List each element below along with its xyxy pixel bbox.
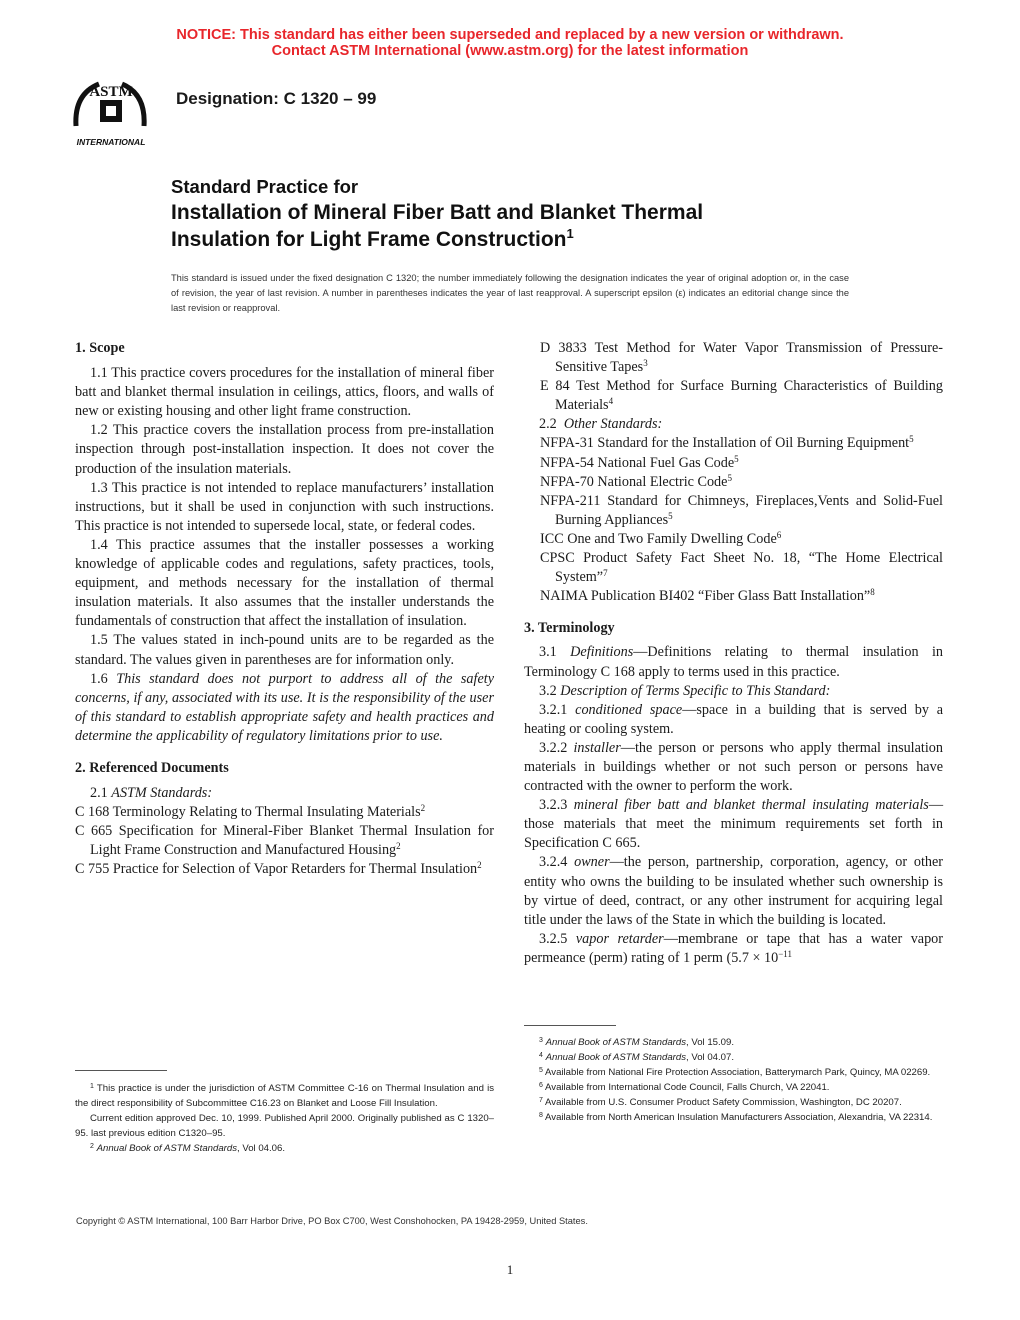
footnote-8: $^8$ Available from North American Insulation Manufacturers Association, Alexandria, VA 22314. bbox=[539, 1112, 933, 1123]
paragraph-1-1: 1.1 This practice covers procedures for the installation of mineral fiber batt and blanket thermal insulation in ceilings, attics, floors, and walls of new or existing housing and other light frame construction. bbox=[75, 365, 494, 420]
reference-nfpa211: NFPA-211 Standard for Chimneys, Fireplaces,Vents and Solid-Fuel Burning Appliances$^5$ bbox=[540, 492, 943, 528]
issued-note: This standard is issued under the fixed designation C 1320; the number immediately following the designation indicates the year of original adoption or, in the case of revision, the year of last revision. A number in parentheses indicates the year of last reapproval. A superscript epsilon (ε) indicates an editorial change since the last revision or reapproval. bbox=[171, 273, 849, 313]
footnote-5: $^5$ Available from National Fire Protection Association, Batterymarch Park, Quincy, MA 02269. bbox=[539, 1067, 931, 1078]
left-column bbox=[75, 339, 494, 880]
section-heading-scope: 1. Scope bbox=[75, 340, 125, 356]
reference-cpsc: CPSC Product Safety Fact Sheet No. 18, “The Home Electrical System”$^7$ bbox=[540, 550, 943, 586]
section-heading-referenced-documents: 2. Referenced Documents bbox=[75, 759, 229, 776]
section-heading-terminology: 3. Terminology bbox=[524, 620, 615, 637]
subsection-2-2: 2.2 Other Standards: bbox=[539, 416, 663, 433]
designation: Designation: C 1320 – 99 bbox=[176, 89, 377, 108]
footnote-divider-left bbox=[75, 1070, 167, 1071]
notice-line-1: NOTICE: This standard has either been superseded and replaced by a new version or withdrawn. bbox=[176, 27, 844, 43]
definition-3-2-2: 3.2.2 installer—the person or persons who apply thermal insulation materials in buildings whether or not such person or persons have contracted with the owner to perform the work. bbox=[524, 739, 943, 795]
title-line-2: Installation of Mineral Fiber Batt and Blanket Thermal bbox=[171, 201, 704, 224]
definition-3-2: 3.2 Description of Terms Specific to This Standard: bbox=[539, 682, 831, 699]
reference-c755: C 755 Practice for Selection of Vapor Retarders for Thermal Insulation$^2$ bbox=[75, 860, 482, 878]
page-number: 1 bbox=[506, 1262, 514, 1277]
definition-3-2-1: 3.2.1 conditioned space—space in a building that is served by a heating or cooling system. bbox=[524, 701, 943, 737]
footnote-7: $^7$ Available from U.S. Consumer Product Safety Commission, Washington, DC 20207. bbox=[539, 1097, 902, 1108]
right-column bbox=[524, 339, 943, 968]
reference-icc: ICC One and Two Family Dwelling Code$^6$ bbox=[540, 529, 782, 547]
footnote-4: $^4$ Annual Book of ASTM Standards, Vol 04.07. bbox=[539, 1052, 735, 1063]
reference-d3833: D 3833 Test Method for Water Vapor Transmission of Pressure-Sensitive Tapes$^3$ bbox=[540, 340, 943, 376]
footnote-3: $^3$ Annual Book of ASTM Standards, Vol 15.09. bbox=[539, 1037, 735, 1048]
reference-c665: C 665 Specification for Mineral-Fiber Blanket Thermal Insulation for Light Frame Construction and Manufactured Housing$^2$ bbox=[75, 823, 494, 859]
title-line-1: Standard Practice for bbox=[171, 176, 359, 197]
paragraph-1-2: 1.2 This practice covers the installation process from pre-installation inspection through post-installation inspection. It does not cover the production of the insulation materials. bbox=[75, 422, 494, 477]
footnotes-right bbox=[524, 1035, 943, 1125]
footnote-divider-right bbox=[524, 1025, 616, 1026]
footnote-6: $^6$ Available from International Code Council, Falls Church, VA 22041. bbox=[539, 1082, 830, 1093]
reference-e84: E 84 Test Method for Surface Burning Characteristics of Building Materials$^4$ bbox=[540, 378, 943, 414]
definition-3-2-3: 3.2.3 mineral fiber batt and blanket thermal insulating materials—those materials that meet the minimum requirements set forth in Specification C 665. bbox=[524, 797, 943, 852]
reference-c168: C 168 Terminology Relating to Thermal Insulating Materials$^2$ bbox=[75, 803, 426, 821]
astm-logo-icon bbox=[64, 74, 164, 148]
reference-nfpa70: NFPA-70 National Electric Code$^5$ bbox=[540, 472, 732, 490]
reference-naima: NAIMA Publication BI402 “Fiber Glass Batt Installation”$^8$ bbox=[540, 587, 875, 605]
footnote-2: $^2$ Annual Book of ASTM Standards, Vol 04.06. bbox=[90, 1143, 286, 1154]
copyright-line: Copyright © ASTM International, 100 Barr Harbor Drive, PO Box C700, West Conshohocken, PA 19428-2959, United States. bbox=[76, 1216, 588, 1226]
logo-subtext: INTERNATIONAL bbox=[76, 137, 146, 147]
paragraph-1-3: 1.3 This practice is not intended to replace manufacturers’ installation instructions, but it shall be used in conjunction with such instructions. This practice is not intended to supersede local, state, or federal codes. bbox=[75, 479, 494, 534]
title-footnote-mark: 1 bbox=[566, 226, 574, 241]
title-line-3: Insulation for Light Frame Construction$^1$ bbox=[171, 226, 574, 251]
definition-3-1: 3.1 Definitions—Definitions relating to thermal insulation in Terminology C 168 apply to terms used in this practice. bbox=[524, 644, 944, 680]
notice-line-2: Contact ASTM International (www.astm.org) for the latest information bbox=[271, 43, 749, 59]
footnote-1: $^1$ This practice is under the jurisdiction of ASTM Committee C-16 on Thermal Insulation and is the direct responsibility of Subcommittee C16.23 on Blanket and Loose Fill Insulation. bbox=[75, 1083, 495, 1109]
definition-3-2-5: 3.2.5 vapor retarder—membrane or tape that has a water vapor permeance (perm) rating of 1 perm ($5.7 \times 10^{-11}$ bbox=[524, 930, 943, 966]
footnote-1-edition: Current edition approved Dec. 10, 1999. Published April 2000. Originally published as C 1320–95. last previous edition C1320–95. bbox=[75, 1113, 494, 1139]
paragraph-1-4: 1.4 This practice assumes that the installer possesses a working knowledge of applicable codes and regulations, safety practices, tools, equipment, and methods necessary for the installation of thermal insulation materials. It also assumes that the installer understands the fundamentals of construction that affect the installation of insulation. bbox=[75, 536, 494, 630]
paragraph-1-6: 1.6 This standard does not purport to address all of the safety concerns, if any, associated with its use. It is the responsibility of the user of this standard to establish appropriate safety and health practices and determine the applicability of regulatory limitations prior to use. bbox=[75, 670, 494, 744]
reference-nfpa54: NFPA-54 National Fuel Gas Code$^5$ bbox=[540, 453, 739, 471]
reference-nfpa31: NFPA-31 Standard for the Installation of Oil Burning Equipment$^5$ bbox=[540, 434, 914, 452]
logo-text: ASTM bbox=[89, 84, 133, 100]
definition-3-2-4: 3.2.4 owner—the person, partnership, corporation, agency, or other entity who owns the building to be insulated whether such ownership is by virtue of deed, contract, or any other instrument for acquiring legal title under the laws of the State in which the building is located. bbox=[524, 854, 943, 928]
paragraph-1-5: 1.5 The values stated in inch-pound units are to be regarded as the standard. The values given in parentheses are for information only. bbox=[75, 632, 494, 668]
document-title bbox=[171, 175, 703, 253]
subsection-2-1: 2.1 ASTM Standards: bbox=[90, 785, 213, 802]
footnotes-left bbox=[75, 1081, 494, 1156]
